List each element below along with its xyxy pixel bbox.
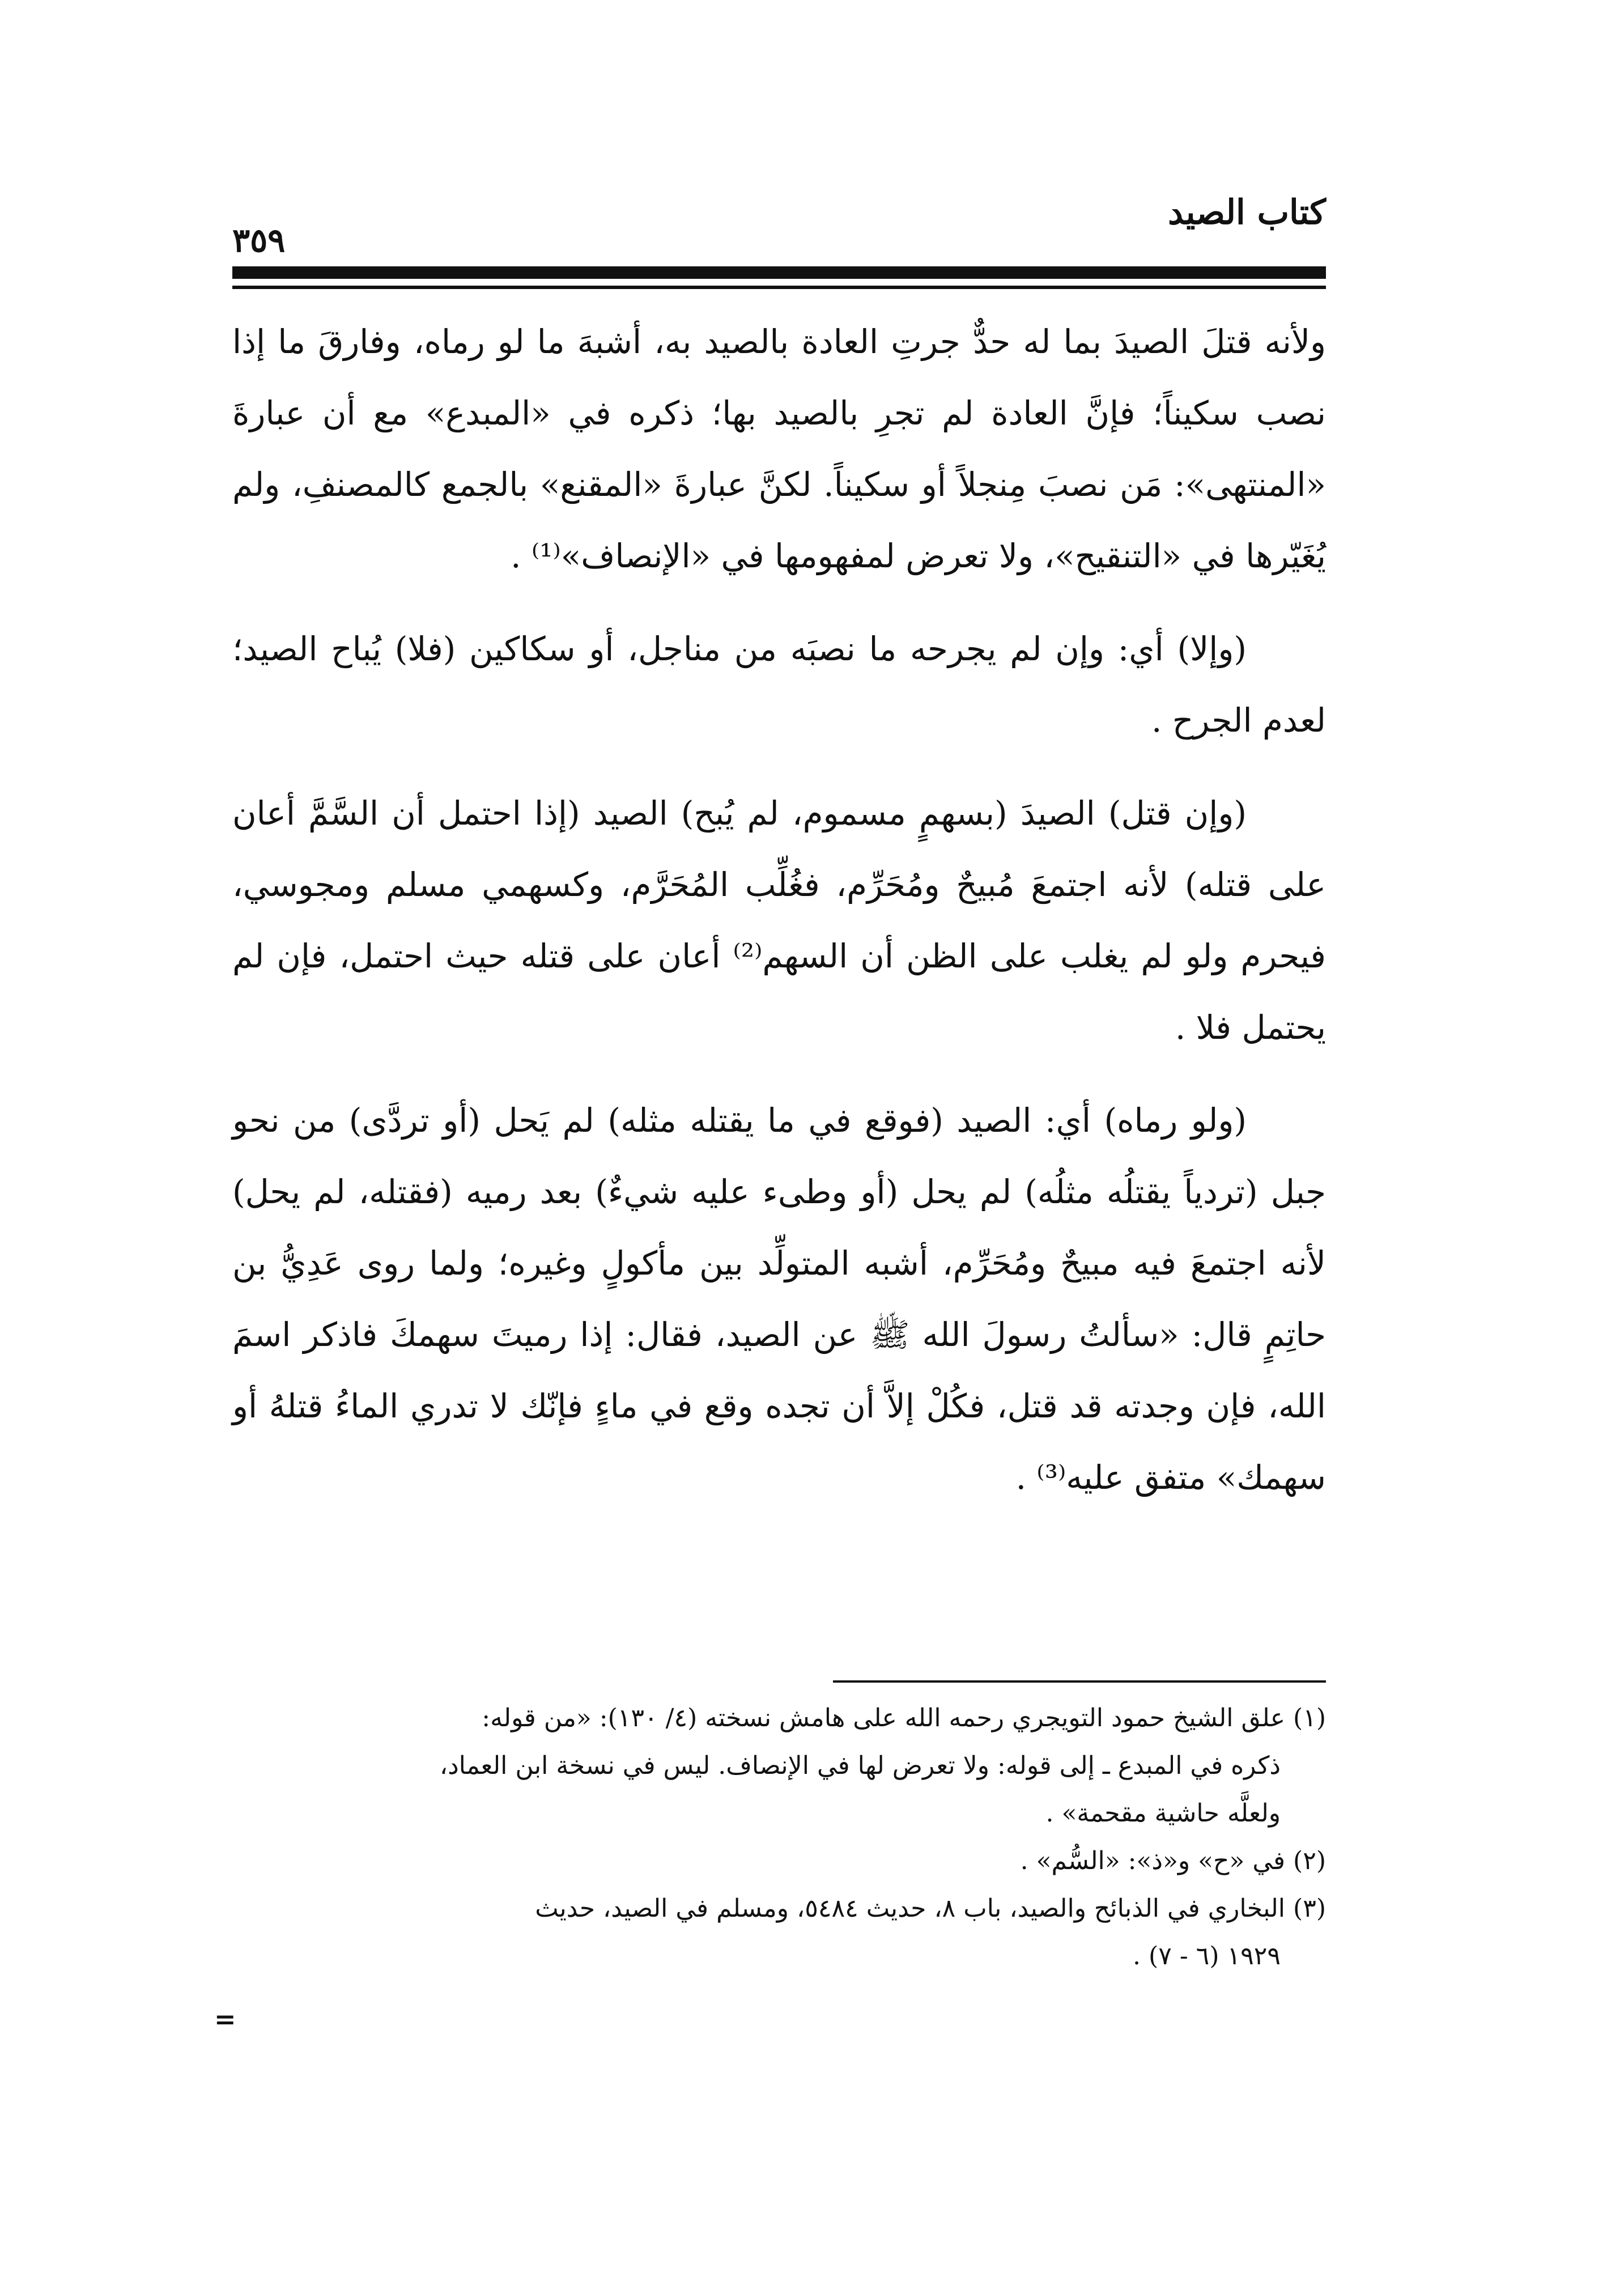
header-rule-thick — [232, 266, 1326, 279]
paragraph-4: (ولو رماه) أي: الصيد (فوقع في ما يقتله مثله) لم يَحل (أو تردَّى) من نحو جبل (تردياً يقتلُه مثلُه) لم يحل (أو وطىء عليه شيءٌ) بعد رميه (فقتله، لم يحل) لأنه اجتمعَ فيه مبيحٌ ومُحَرِّم، أشبه المتولِّد بين مأكولٍ وغيره؛ ولما روى عَدِيُّ بن حاتِمٍ قال: «سألتُ رسولَ الله ﷺ عن الصيد، فقال: إذا رميتَ سهمكَ فاذكر اسمَ الله، فإن وجدته قد قتل، فكُلْ إلاَّ أن تجده وقع في ماءٍ فإنّك لا تدري الماءُ قتلهُ أو سهمك» متفق عليه⁽³⁾ . — [232, 1101, 1326, 1497]
footnote-2: (٢) في «ح» و«ذ»: «السُّم» . — [1020, 1846, 1326, 1875]
header-rule-thin — [232, 286, 1326, 289]
footnote-1-line-1: (١) علق الشيخ حمود التويجري رحمه الله على هامش نسخته (٤/ ١٣٠): «من قوله: — [482, 1704, 1326, 1733]
footnote-3-line-2: ١٩٢٩ (٦ - ٧) . — [1133, 1942, 1281, 1971]
footnote-separator — [833, 1680, 1326, 1683]
running-title: كتاب الصيد — [1168, 193, 1326, 232]
paragraph-2: (وإلا) أي: وإن لم يجرحه ما نصبَه من مناجل، أو سكاكين (فلا) يُباح الصيد؛ لعدم الجرح . — [232, 630, 1326, 740]
paragraph-1: ولأنه قتلَ الصيدَ بما له حدٌّ جرتِ العادة بالصيد به، أشبهَ ما لو رماه، وفارقَ ما إذا نصب سكيناً؛ فإنَّ العادة لم تجرِ بالصيد بها؛ ذكره في «المبدع» مع أن عبارةَ «المنتهى»: مَن نصبَ مِنجلاً أو سكيناً. لكنَّ عبارةَ «المقنع» بالجمع كالمصنفِ، ولم يُغَيّرها في «التنقيح»، ولا تعرض لمفهومها في «الإنصاف»⁽¹⁾ . — [232, 322, 1326, 575]
page-header — [232, 187, 1326, 278]
margin-mark: = — [214, 2004, 236, 2035]
footnote-3-line-1: (٣) البخاري في الذبائح والصيد، باب ٨، حديث ٥٤٨٤، ومسلم في الصيد، حديث — [535, 1894, 1326, 1923]
main-text — [232, 306, 1326, 1535]
footnote-1-line-3: ولعلَّه حاشية مقحمة» . — [1045, 1799, 1281, 1828]
footnotes — [232, 1695, 1326, 1980]
footnote-1-line-2: ذكره في المبدع ـ إلى قوله: ولا تعرض لها في الإنصاف. ليس في نسخة ابن العماد، — [439, 1751, 1281, 1780]
paragraph-3: (وإن قتل) الصيدَ (بسهمٍ مسموم، لم يُبح) الصيد (إذا احتمل أن السَّمَّ أعان على قتله) لأنه اجتمعَ مُبيحٌ ومُحَرِّم، فغُلِّب المُحَرَّم، وكسهمي مسلم ومجوسي، فيحرم ولو لم يغلب على الظن أن السهم⁽²⁾ أعان على قتله حيث احتمل، فإن لم يحتمل فلا . — [232, 794, 1327, 1047]
page-number: ٣٥٩ — [232, 221, 286, 260]
